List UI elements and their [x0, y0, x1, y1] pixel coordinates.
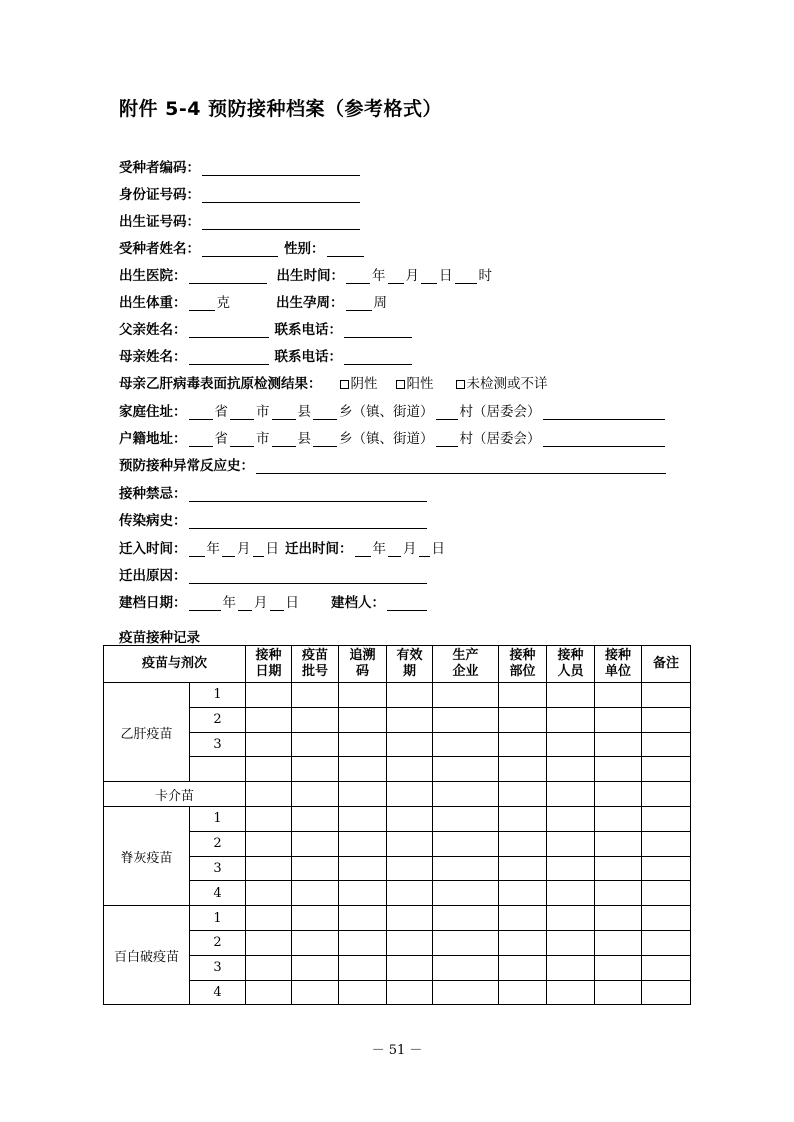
contraindication-row — [119, 480, 429, 502]
birth-month-field[interactable] — [388, 267, 404, 284]
birth-cert-row — [119, 208, 362, 230]
record-cell[interactable] — [339, 707, 387, 732]
unknown-checkbox[interactable] — [456, 380, 465, 389]
province-unit: 省 — [214, 404, 228, 420]
record-cell[interactable] — [246, 856, 292, 881]
record-cell[interactable] — [387, 980, 433, 1005]
header-text: 有效 — [396, 648, 423, 663]
dose-number — [190, 757, 246, 782]
header-text: 期 — [403, 664, 417, 679]
infectious-history-field[interactable] — [189, 512, 427, 529]
move-in-year-field[interactable] — [189, 540, 205, 557]
vaccine-name: 百白破疫苗 — [104, 906, 190, 1005]
record-cell[interactable] — [387, 683, 433, 708]
record-cell[interactable] — [547, 980, 595, 1005]
header-text: 码 — [356, 664, 370, 679]
record-cell[interactable] — [499, 683, 547, 708]
id-number-label: 身份证号码： — [119, 187, 200, 203]
header-text: 人员 — [557, 664, 584, 679]
county-unit: 县 — [297, 431, 311, 447]
record-cell[interactable] — [547, 806, 595, 831]
header-cell — [339, 646, 387, 683]
move-in-month-field[interactable] — [222, 540, 235, 557]
record-cell[interactable] — [292, 955, 339, 980]
filer-label: 建档人： — [331, 595, 385, 611]
header-cell — [246, 646, 292, 683]
birth-hospital-label: 出生医院： — [119, 268, 187, 284]
header-text: 备注 — [653, 656, 680, 671]
record-cell[interactable] — [433, 881, 499, 906]
header-text: 疫苗与剂次 — [142, 656, 208, 671]
file-year-field[interactable] — [189, 594, 221, 611]
header-cell — [292, 646, 339, 683]
birth-cert-label: 出生证号码： — [119, 214, 200, 230]
record-cell[interactable] — [292, 856, 339, 881]
infectious-history-row — [119, 507, 429, 529]
record-cell[interactable] — [547, 707, 595, 732]
record-cell[interactable] — [547, 881, 595, 906]
hbsag-label: 母亲乙肝病毒表面抗原检测结果： — [119, 376, 322, 392]
record-cell[interactable] — [595, 782, 642, 807]
page-number: － 51 － — [371, 1043, 423, 1058]
recipient-code-row — [119, 154, 362, 176]
city-unit: 市 — [256, 404, 270, 420]
record-cell[interactable] — [547, 856, 595, 881]
adverse-history-row — [119, 452, 668, 474]
home-province-field[interactable] — [189, 403, 213, 420]
negative-label: 阴性 — [350, 376, 378, 392]
record-cell[interactable] — [499, 831, 547, 856]
birth-year-field[interactable] — [346, 267, 370, 284]
record-cell[interactable] — [499, 856, 547, 881]
hukou-province-field[interactable] — [189, 430, 213, 447]
record-cell[interactable] — [595, 806, 642, 831]
record-cell[interactable] — [499, 955, 547, 980]
record-cell[interactable] — [387, 757, 433, 782]
record-cell[interactable] — [246, 906, 292, 931]
record-cell[interactable] — [292, 806, 339, 831]
father-phone-field[interactable] — [344, 321, 412, 338]
mother-row — [119, 343, 414, 365]
record-cell[interactable] — [339, 806, 387, 831]
record-cell[interactable] — [595, 955, 642, 980]
father-name-field[interactable] — [189, 321, 269, 338]
table-row — [104, 782, 691, 807]
record-cell[interactable] — [246, 782, 292, 807]
year-unit: 年 — [206, 541, 220, 557]
year-unit: 年 — [372, 268, 386, 284]
vaccine-name: 脊灰疫苗 — [104, 806, 190, 905]
header-text: 企业 — [452, 664, 479, 679]
record-cell[interactable] — [595, 881, 642, 906]
hour-unit: 时 — [478, 268, 492, 284]
record-cell[interactable] — [547, 683, 595, 708]
record-cell[interactable] — [433, 955, 499, 980]
move-out-label: 迁出时间： — [285, 541, 353, 557]
gram-unit: 克 — [216, 295, 230, 311]
file-date-label: 建档日期： — [119, 595, 187, 611]
move-out-day-field[interactable] — [419, 540, 430, 557]
record-cell[interactable] — [387, 806, 433, 831]
month-unit: 月 — [237, 541, 251, 557]
record-cell[interactable] — [433, 831, 499, 856]
record-cell[interactable] — [547, 831, 595, 856]
village-unit: 村（居委会） — [459, 431, 541, 447]
father-phone-label: 联系电话： — [274, 322, 342, 338]
table-row — [104, 732, 691, 757]
recipient-name-label: 受种者姓名： — [119, 241, 200, 257]
positive-checkbox[interactable] — [396, 380, 405, 389]
home-township-field[interactable] — [313, 403, 337, 420]
record-cell[interactable] — [642, 881, 691, 906]
record-cell[interactable] — [292, 707, 339, 732]
record-cell[interactable] — [339, 930, 387, 955]
record-cell[interactable] — [642, 732, 691, 757]
id-number-row — [119, 181, 362, 203]
move-out-reason-label: 迁出原因： — [119, 568, 187, 584]
record-cell[interactable] — [339, 782, 387, 807]
file-day-field[interactable] — [270, 594, 284, 611]
gestation-field[interactable] — [346, 294, 372, 311]
page-title: 附件 5-4 预防接种档案（参考格式） — [119, 98, 443, 120]
record-cell[interactable] — [499, 980, 547, 1005]
record-cell[interactable] — [433, 782, 499, 807]
record-cell[interactable] — [387, 831, 433, 856]
header-text: 疫苗 — [302, 648, 329, 663]
move-out-reason-field[interactable] — [189, 567, 427, 584]
table-row — [104, 955, 691, 980]
month-unit: 月 — [254, 595, 268, 611]
record-cell[interactable] — [595, 906, 642, 931]
birth-day-field[interactable] — [421, 267, 437, 284]
record-cell[interactable] — [387, 782, 433, 807]
header-cell — [387, 646, 433, 683]
record-cell[interactable] — [246, 683, 292, 708]
positive-label: 阳性 — [406, 376, 434, 392]
father-row — [119, 316, 414, 338]
record-cell[interactable] — [642, 683, 691, 708]
city-unit: 市 — [256, 431, 270, 447]
dose-number: 3 — [190, 732, 246, 757]
header-cell — [642, 646, 691, 683]
record-cell[interactable] — [433, 757, 499, 782]
mother-name-field[interactable] — [189, 348, 269, 365]
record-cell[interactable] — [499, 732, 547, 757]
record-cell[interactable] — [292, 980, 339, 1005]
month-unit: 月 — [403, 541, 417, 557]
record-cell[interactable] — [499, 707, 547, 732]
record-cell[interactable] — [547, 782, 595, 807]
village-unit: 村（居委会） — [459, 404, 541, 420]
table-row — [104, 683, 691, 708]
record-cell[interactable] — [499, 881, 547, 906]
record-cell[interactable] — [339, 955, 387, 980]
record-cell[interactable] — [642, 806, 691, 831]
record-cell[interactable] — [642, 831, 691, 856]
record-cell[interactable] — [499, 930, 547, 955]
mother-phone-field[interactable] — [344, 348, 412, 365]
record-cell[interactable] — [547, 955, 595, 980]
record-cell[interactable] — [387, 881, 433, 906]
record-cell[interactable] — [292, 782, 339, 807]
adverse-history-field[interactable] — [256, 457, 666, 474]
dose-number: 4 — [190, 881, 246, 906]
dose-number: 3 — [190, 955, 246, 980]
dose-number: 2 — [190, 930, 246, 955]
record-cell[interactable] — [339, 683, 387, 708]
table-row — [104, 707, 691, 732]
record-cell[interactable] — [499, 782, 547, 807]
record-cell[interactable] — [246, 707, 292, 732]
mother-name-label: 母亲姓名： — [119, 349, 187, 365]
record-cell[interactable] — [292, 683, 339, 708]
record-cell[interactable] — [339, 856, 387, 881]
hbsag-row — [119, 370, 548, 392]
record-cell[interactable] — [595, 732, 642, 757]
record-cell[interactable] — [339, 881, 387, 906]
hukou-address-row — [119, 425, 667, 447]
header-text: 接种 — [557, 648, 584, 663]
hukou-address-label: 户籍地址： — [119, 431, 187, 447]
header-text: 单位 — [605, 664, 632, 679]
adverse-history-label: 预防接种异常反应史： — [119, 458, 254, 474]
day-unit: 日 — [285, 595, 299, 611]
record-cell[interactable] — [246, 881, 292, 906]
table-row — [104, 930, 691, 955]
home-address-row — [119, 398, 667, 420]
table-row — [104, 906, 691, 931]
birth-weight-label: 出生体重： — [119, 295, 187, 311]
record-cell[interactable] — [642, 757, 691, 782]
dose-number: 2 — [190, 831, 246, 856]
record-cell[interactable] — [595, 757, 642, 782]
county-unit: 县 — [297, 404, 311, 420]
move-out-month-field[interactable] — [388, 540, 401, 557]
table-row — [104, 757, 691, 782]
table-header-row — [104, 646, 691, 683]
filer-field[interactable] — [387, 594, 427, 611]
header-text: 部位 — [509, 664, 536, 679]
day-unit: 日 — [265, 541, 279, 557]
dose-number: 4 — [190, 980, 246, 1005]
recipient-name-field[interactable] — [202, 240, 278, 257]
id-number-field[interactable] — [202, 186, 360, 203]
hukou-city-field[interactable] — [230, 430, 254, 447]
record-cell[interactable] — [433, 980, 499, 1005]
hukou-township-field[interactable] — [313, 430, 337, 447]
record-cell[interactable] — [595, 683, 642, 708]
township-unit: 乡（镇、街道） — [339, 431, 434, 447]
contraindication-field[interactable] — [189, 485, 427, 502]
gender-label: 性别： — [284, 241, 325, 257]
vaccination-record-table — [103, 645, 691, 1005]
record-cell[interactable] — [433, 732, 499, 757]
dose-number: 3 — [190, 856, 246, 881]
birth-hospital-row — [119, 262, 492, 284]
recipient-code-field[interactable] — [202, 159, 360, 176]
record-cell[interactable] — [595, 980, 642, 1005]
hukou-detail-field[interactable] — [543, 430, 665, 447]
record-cell[interactable] — [433, 930, 499, 955]
record-cell[interactable] — [642, 782, 691, 807]
record-cell[interactable] — [246, 831, 292, 856]
record-cell[interactable] — [642, 955, 691, 980]
record-cell[interactable] — [387, 955, 433, 980]
header-text: 追溯 — [349, 648, 376, 663]
record-cell[interactable] — [292, 930, 339, 955]
record-cell[interactable] — [499, 906, 547, 931]
birth-weight-field[interactable] — [189, 294, 215, 311]
record-cell[interactable] — [246, 732, 292, 757]
header-cell — [433, 646, 499, 683]
dose-number: 1 — [190, 906, 246, 931]
township-unit: 乡（镇、街道） — [339, 404, 434, 420]
move-out-year-field[interactable] — [355, 540, 371, 557]
record-cell[interactable] — [387, 930, 433, 955]
dose-number: 1 — [190, 683, 246, 708]
record-cell[interactable] — [339, 757, 387, 782]
recipient-name-row — [119, 235, 366, 257]
birth-time-label: 出生时间： — [276, 268, 344, 284]
dose-number: 1 — [190, 806, 246, 831]
record-cell[interactable] — [433, 806, 499, 831]
record-cell[interactable] — [642, 980, 691, 1005]
record-cell[interactable] — [339, 831, 387, 856]
header-cell — [595, 646, 642, 683]
record-cell[interactable] — [547, 732, 595, 757]
gender-field[interactable] — [327, 240, 364, 257]
table-row — [104, 856, 691, 881]
header-cell — [499, 646, 547, 683]
header-text: 接种 — [255, 648, 282, 663]
record-cell[interactable] — [387, 707, 433, 732]
home-village-field[interactable] — [436, 403, 458, 420]
header-text: 批号 — [302, 664, 329, 679]
vaccination-record-title: 疫苗接种记录 — [119, 630, 200, 646]
gestation-label: 出生孕周： — [276, 295, 344, 311]
record-cell[interactable] — [246, 980, 292, 1005]
record-cell[interactable] — [292, 732, 339, 757]
record-cell[interactable] — [339, 732, 387, 757]
province-unit: 省 — [214, 431, 228, 447]
record-cell[interactable] — [433, 856, 499, 881]
file-month-field[interactable] — [238, 594, 252, 611]
mother-phone-label: 联系电话： — [274, 349, 342, 365]
table-row — [104, 881, 691, 906]
negative-checkbox[interactable] — [340, 380, 349, 389]
hukou-village-field[interactable] — [436, 430, 458, 447]
record-cell[interactable] — [547, 757, 595, 782]
record-cell[interactable] — [595, 930, 642, 955]
header-text: 接种 — [605, 648, 632, 663]
contraindication-label: 接种禁忌： — [119, 486, 187, 502]
home-county-field[interactable] — [272, 403, 296, 420]
record-cell[interactable] — [387, 732, 433, 757]
record-cell[interactable] — [499, 806, 547, 831]
header-text: 生产 — [452, 648, 479, 663]
home-address-label: 家庭住址： — [119, 404, 187, 420]
record-cell[interactable] — [595, 856, 642, 881]
record-cell[interactable] — [292, 831, 339, 856]
header-cell — [547, 646, 595, 683]
month-unit: 月 — [405, 268, 419, 284]
header-cell — [104, 646, 246, 683]
record-cell[interactable] — [595, 707, 642, 732]
record-cell[interactable] — [642, 930, 691, 955]
birth-cert-field[interactable] — [202, 213, 360, 230]
recipient-code-label: 受种者编码： — [119, 160, 200, 176]
table-row — [104, 980, 691, 1005]
unknown-label: 未检测或不详 — [466, 376, 548, 392]
vaccine-name: 乙肝疫苗 — [104, 683, 190, 782]
record-cell[interactable] — [547, 906, 595, 931]
record-cell[interactable] — [499, 757, 547, 782]
record-cell[interactable] — [547, 930, 595, 955]
record-cell[interactable] — [292, 757, 339, 782]
move-out-reason-row — [119, 562, 429, 584]
move-in-label: 迁入时间： — [119, 541, 187, 557]
record-cell[interactable] — [387, 856, 433, 881]
vaccine-name: 卡介苗 — [104, 782, 246, 807]
record-cell[interactable] — [339, 980, 387, 1005]
record-cell[interactable] — [642, 707, 691, 732]
home-detail-field[interactable] — [543, 403, 665, 420]
birth-hospital-field[interactable] — [189, 267, 267, 284]
table-row — [104, 806, 691, 831]
hukou-county-field[interactable] — [272, 430, 296, 447]
move-in-day-field[interactable] — [253, 540, 264, 557]
record-cell[interactable] — [246, 806, 292, 831]
record-cell[interactable] — [246, 757, 292, 782]
day-unit: 日 — [439, 268, 453, 284]
week-unit: 周 — [373, 295, 387, 311]
record-cell[interactable] — [246, 930, 292, 955]
father-name-label: 父亲姓名： — [119, 322, 187, 338]
record-cell[interactable] — [642, 906, 691, 931]
day-unit: 日 — [431, 541, 445, 557]
record-cell[interactable] — [387, 906, 433, 931]
header-text: 日期 — [255, 664, 282, 679]
record-cell[interactable] — [642, 856, 691, 881]
record-cell[interactable] — [246, 955, 292, 980]
file-date-row — [119, 589, 429, 611]
record-cell[interactable] — [433, 683, 499, 708]
header-text: 接种 — [509, 648, 536, 663]
infectious-history-label: 传染病史： — [119, 513, 187, 529]
year-unit: 年 — [222, 595, 236, 611]
record-cell[interactable] — [292, 881, 339, 906]
year-unit: 年 — [372, 541, 386, 557]
record-cell[interactable] — [595, 831, 642, 856]
migration-row — [119, 535, 445, 557]
record-cell[interactable] — [292, 906, 339, 931]
birth-hour-field[interactable] — [455, 267, 477, 284]
table-row — [104, 831, 691, 856]
record-cell[interactable] — [339, 906, 387, 931]
record-cell[interactable] — [433, 707, 499, 732]
dose-number: 2 — [190, 707, 246, 732]
birth-weight-row — [119, 289, 387, 311]
home-city-field[interactable] — [230, 403, 254, 420]
record-cell[interactable] — [433, 906, 499, 931]
